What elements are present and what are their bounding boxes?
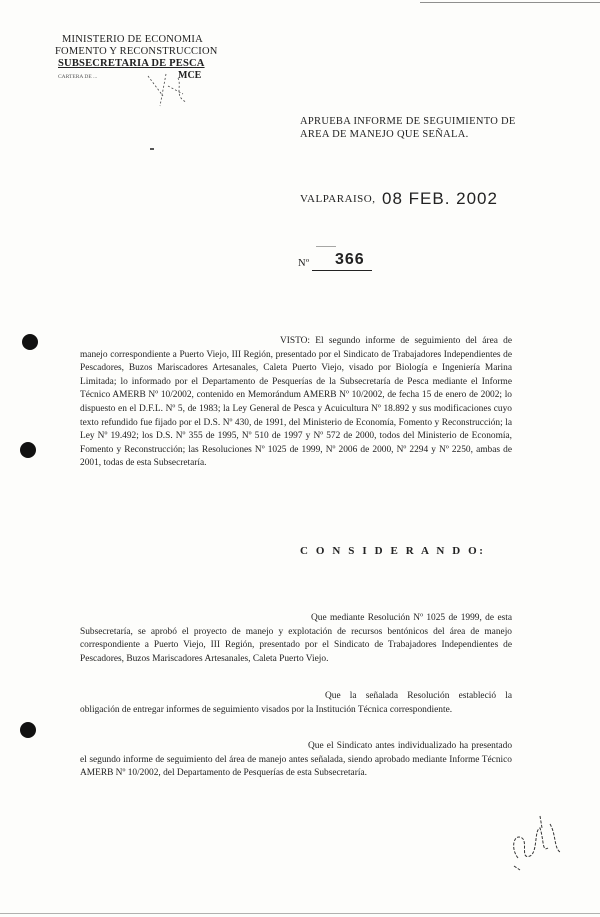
visto-text: área de manejo correspondiente a Puerto Viejo, III Región, presentado por el Sindicato de Trabajadores Independientes de Pescadores, Buzos Mariscadores Artesanales, Caleta Puerto Viejo, visado por Biología e Ingeniería Marina Limitada; lo informado por el Departamento de Pesquerías de la Subsecretaría de Pesca mediante el Informe Técnico AMERB Nº 10/2002, contenido en Memorándum AMERB Nº 10/2002, de fecha 15 de enero de 2002; lo dispuesto en el D.F.L. Nº 5, de 1983; la Ley General de Pesca y Acuicultura Nº 18.892 y sus modificaciones cuyo texto refundido fue fijado por el D.S. Nº 430, de 1991, del Ministerio de Economía, Fomento y Reconstrucción; la Ley Nº 19.492; los D.S. Nº 355 de 1995, Nº 510 de 1997 y Nº 572 de 2000, todos del Ministerio de Economía, Fomento y Reconstrucción; las Resoluciones Nº 1025 de 1999, Nº 2006 de 2000, Nº 2294 y Nº 2250, ambas de 2001, todas de esta Subsecretaría. — [80, 336, 512, 469]
punch-hole-2 — [20, 442, 36, 458]
paragraph-3-text: presentado el segundo informe de seguimiento del área de manejo antes señalada, siendo aprobado mediante Informe Técnico AMERB Nº 10/2002, del Departamento de Pesquerías de esta Subsecretaría. — [80, 741, 513, 779]
resolution-underline — [312, 270, 372, 271]
letterhead-line-1: MINISTERIO DE ECONOMIA — [62, 34, 203, 45]
signature-scribble-icon — [500, 808, 570, 878]
subject-line-2: AREA DE MANEJO QUE SEÑALA. — [300, 129, 469, 140]
place-label: VALPARAISO, — [300, 193, 376, 205]
initials-scribble-icon — [138, 66, 198, 116]
considerando-heading: C O N S I D E R A N D O: — [300, 545, 486, 557]
scan-speck — [150, 148, 154, 150]
paragraph-2-text: obligación de entregar informes de seguimiento visados por la Institución Técnica correspondiente. — [80, 704, 453, 715]
resolution-number: 366 — [335, 251, 365, 268]
letterhead-small-text: CARTERA DE ... — [58, 74, 98, 80]
punch-hole-1 — [22, 334, 38, 350]
paragraph-1-text: esta Subsecretaría, se aprobó el proyecto de manejo y explotación de recursos bentónicos del área de manejo correspondiente a Puerto Viejo, III Región, presentado por el Sindicato de Trabajadores Independientes de Pescadores, Buzos Mariscadores Artesanales, Caleta Puerto Viejo. — [80, 613, 513, 664]
considerando-paragraph-1 — [80, 612, 512, 666]
letterhead-line-3: SUBSECRETARIA DE PESCA — [58, 58, 205, 69]
letterhead-initials: MCE — [178, 70, 202, 81]
subject-line-1: APRUEBA INFORME DE SEGUIMIENTO DE — [300, 116, 516, 127]
paragraph-2-first-line: Que la señalada Resolución estableció la — [325, 691, 512, 701]
paragraph-3-first-line: Que el Sindicato antes individualizado ha — [308, 741, 469, 751]
visto-first-line: VISTO: El segundo informe de seguimiento del — [280, 336, 478, 346]
resolution-prefix: Nº — [298, 258, 310, 269]
scan-edge-bottom — [0, 913, 600, 914]
letterhead-line-2: FOMENTO Y RECONSTRUCCION — [55, 46, 218, 57]
punch-hole-3 — [20, 722, 36, 738]
resolution-tick — [316, 246, 336, 247]
considerando-paragraph-3 — [80, 740, 512, 781]
scan-edge-top — [420, 2, 600, 3]
paragraph-1-first-line: Que mediante Resolución Nº 1025 de 1999, de — [311, 613, 495, 623]
date-stamp: 08 FEB. 2002 — [382, 189, 498, 208]
visto-paragraph — [80, 335, 512, 471]
considerando-paragraph-2 — [80, 690, 512, 717]
